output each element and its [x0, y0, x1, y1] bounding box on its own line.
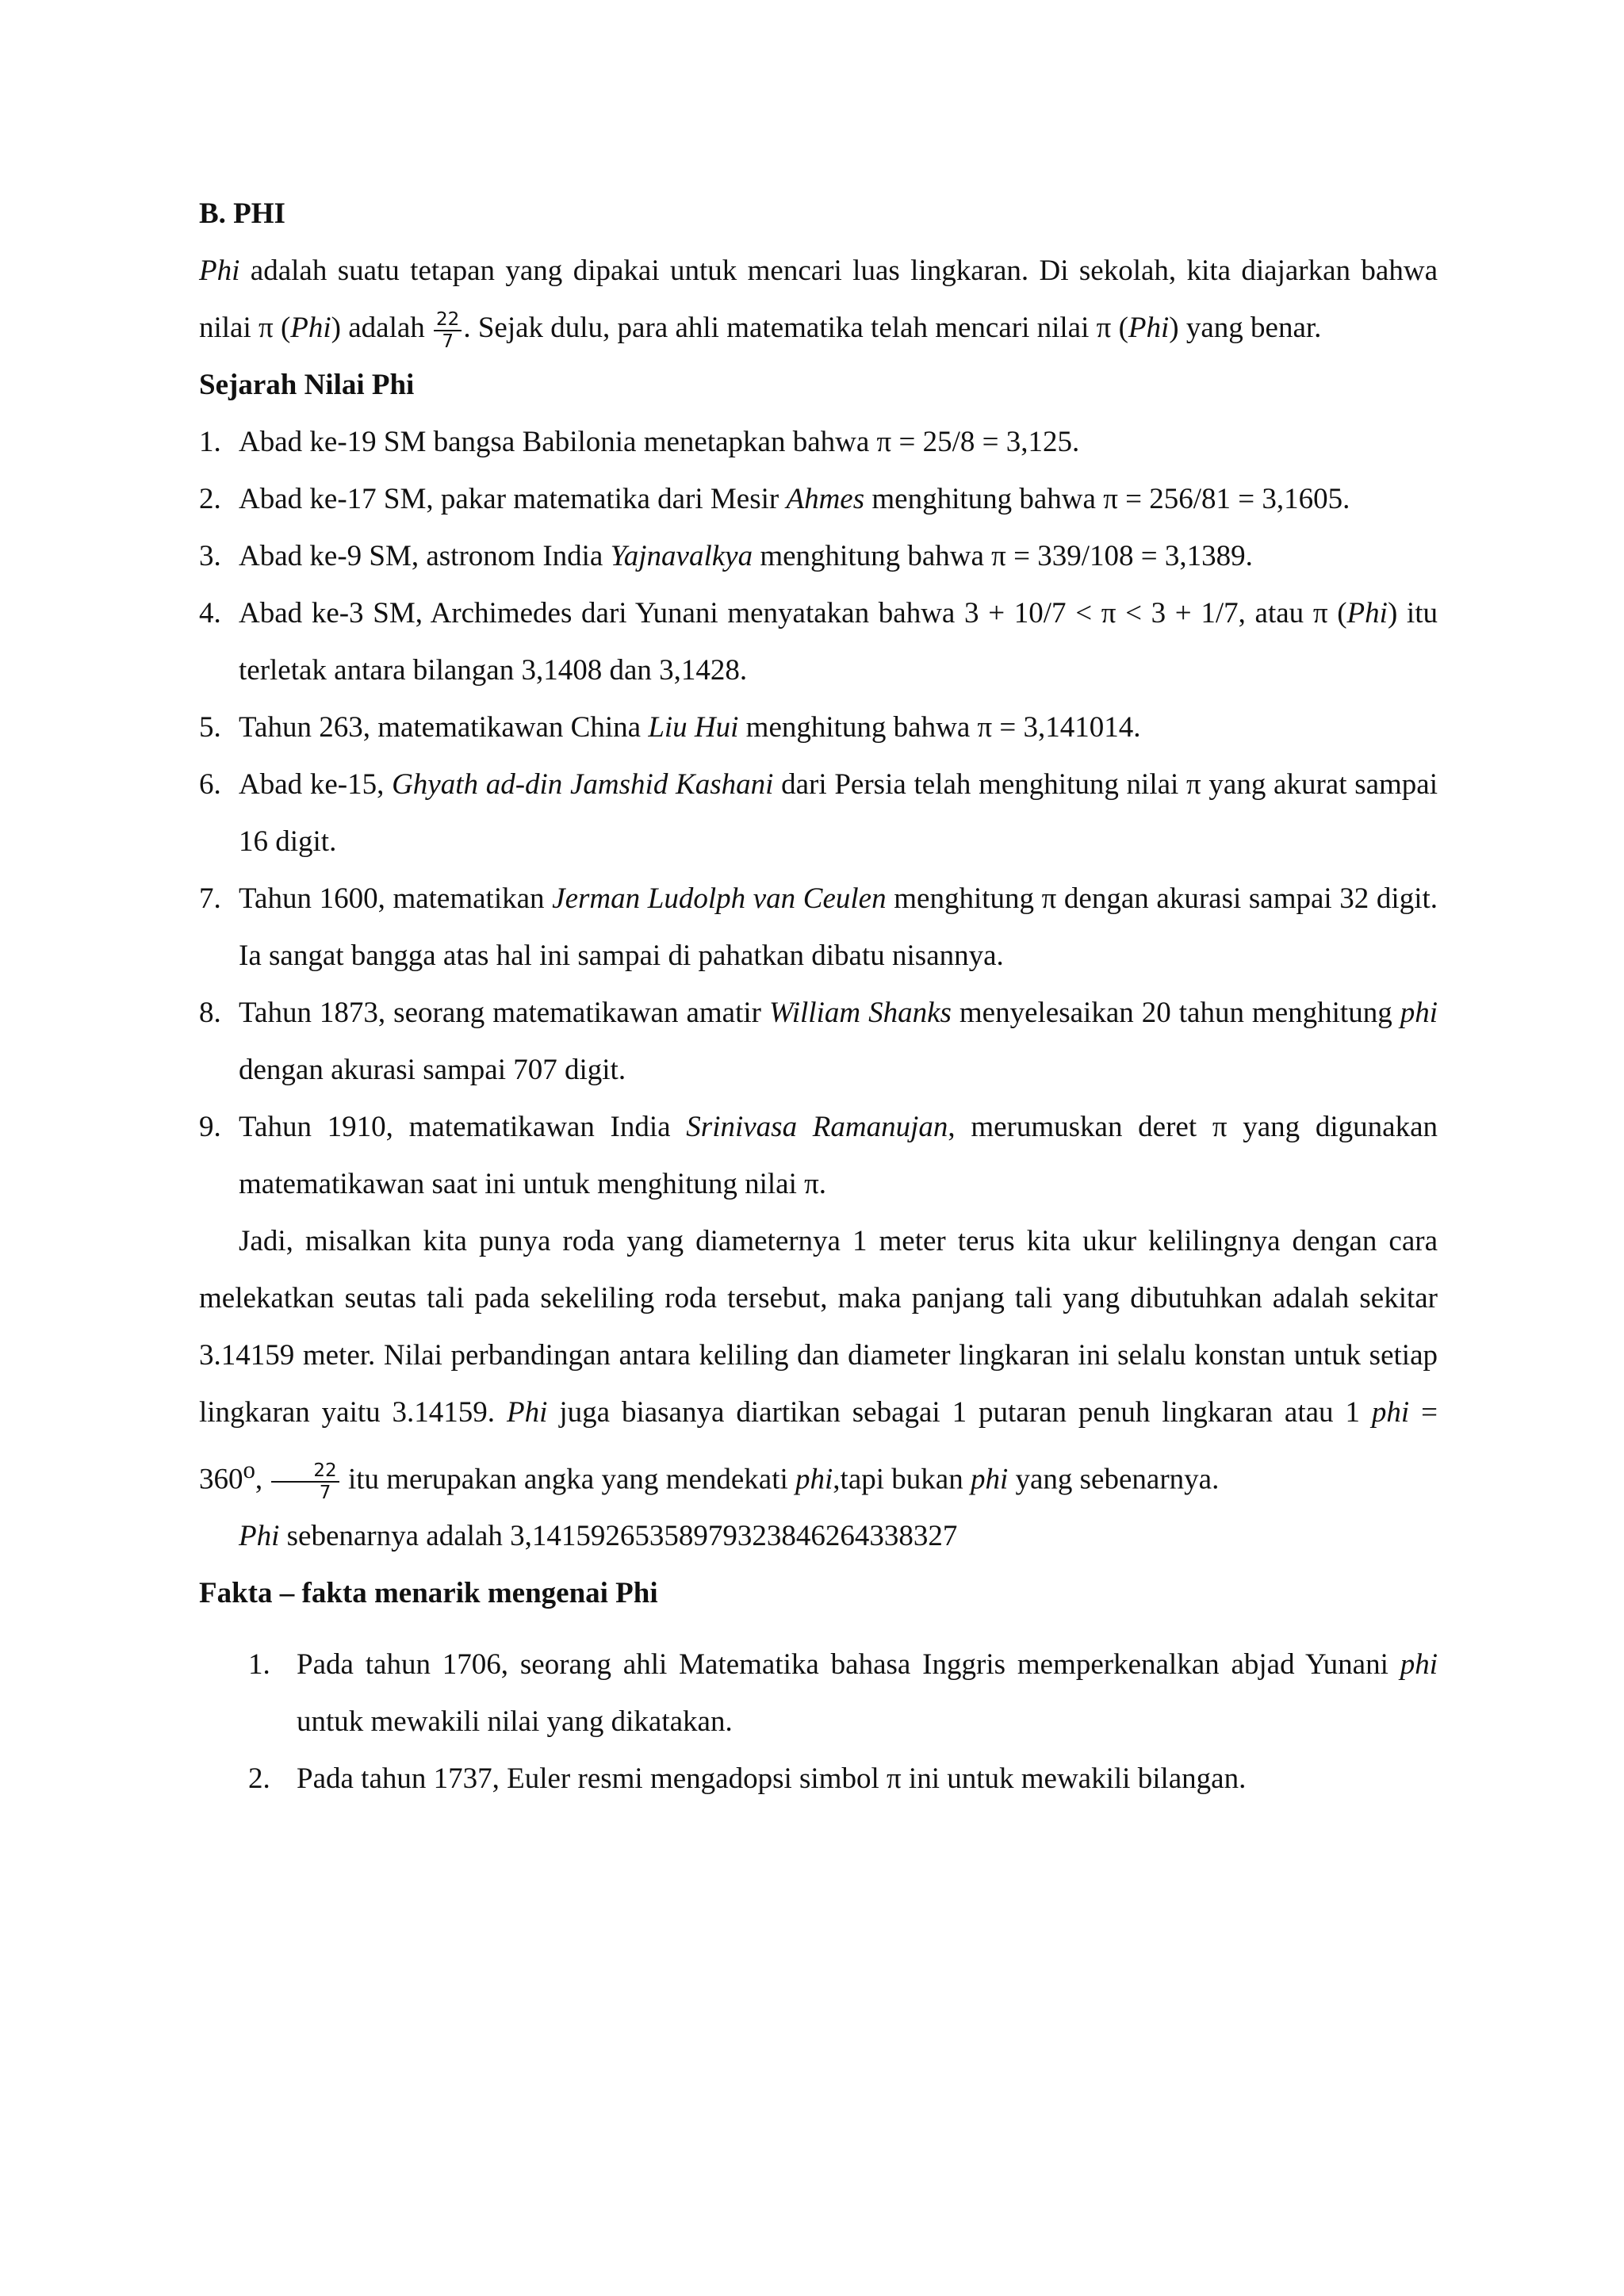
item-text: Tahun 263, matematikawan China — [239, 711, 649, 744]
intro-text: . Sejak dulu, para ahli matematika telah mencari nilai — [463, 312, 1097, 344]
item-text: ) itu terletak antara bilangan 3,1408 dan 3,1428. — [239, 597, 1438, 687]
fact-item — [199, 1751, 1438, 1808]
history-heading: Sejarah Nilai Phi — [199, 369, 415, 401]
phi-term: Phi — [507, 1396, 548, 1429]
phi-term: Phi — [199, 254, 240, 287]
intro-text: adalah suatu tetapan yang dipakai untuk mencari luas lingkaran. Di sekolah, kita diajarkan bahwa nilai — [199, 254, 1438, 344]
item-name: Liu Hui — [648, 711, 739, 744]
history-item — [199, 528, 1438, 585]
item-text: untuk mewakili nilai yang dikatakan. — [297, 1705, 733, 1739]
history-item — [199, 585, 1438, 699]
history-item — [199, 871, 1438, 985]
page-content — [199, 186, 1438, 1808]
section-heading: B. PHI — [199, 197, 285, 230]
facts-list — [199, 1636, 1438, 1808]
closing-text: = 360 — [199, 1396, 1438, 1496]
closing-text: ,tapi bukan — [833, 1463, 971, 1496]
item-text: Tahun 1910, matematikawan India — [239, 1111, 687, 1143]
item-number: 7. — [199, 882, 221, 915]
item-text: menyelesaikan 20 tahun menghitung — [951, 997, 1400, 1029]
pi-symbol: π — [1096, 312, 1112, 344]
fraction-denominator: 7 — [442, 331, 454, 352]
phi-term: phi — [970, 1463, 1009, 1496]
fraction-22-7 — [434, 309, 462, 352]
item-number: 8. — [199, 997, 221, 1029]
item-text: menghitung bahwa π = 256/81 = 3,1605. — [864, 483, 1350, 515]
closing-text: itu merupakan angka yang mendekati — [340, 1463, 796, 1496]
intro-paragraph — [199, 243, 1438, 357]
degree-mark: o — [243, 1456, 255, 1483]
phi-value-line — [199, 1508, 1438, 1565]
intro-text: ) yang benar. — [1169, 312, 1322, 344]
closing-paragraph — [199, 1213, 1438, 1508]
item-name: Jerman Ludolph van Ceulen — [552, 882, 887, 915]
history-item — [199, 1099, 1438, 1213]
item-text: Abad ke-19 SM bangsa Babilonia menetapkan bahwa π = 25/8 = 3,125. — [239, 426, 1080, 458]
closing-text: , — [255, 1463, 270, 1496]
item-text: Abad ke-3 SM, Archimedes dari Yunani menyatakan bahwa 3 + 10/7 < π < 3 + 1/7, atau π ( — [239, 597, 1347, 629]
closing-text: juga biasanya diartikan sebagai 1 putaran penuh lingkaran atau 1 — [547, 1396, 1372, 1429]
item-text: Pada tahun 1737, Euler resmi mengadopsi simbol π ini untuk mewakili bilangan. — [297, 1762, 1247, 1796]
intro-text: ( — [1111, 312, 1128, 344]
item-text: Tahun 1600, matematikan — [239, 882, 553, 915]
item-name: Ghyath ad-din Jamshid Kashani — [392, 768, 774, 801]
phi-term: phi — [1400, 997, 1438, 1029]
item-number: 4. — [199, 597, 221, 629]
fact-item — [199, 1636, 1438, 1751]
item-number: 1. — [248, 1648, 270, 1682]
fraction-22-7 — [271, 1460, 339, 1503]
item-text: menghitung bahwa π = 339/108 = 3,1389. — [753, 540, 1253, 572]
item-number: 5. — [199, 711, 221, 744]
item-text: menghitung π dengan akurasi sampai 32 digit. Ia sangat bangga atas hal ini sampai di pahatkan dibatu nisannya. — [239, 882, 1438, 972]
item-text: , merumuskan deret π yang digunakan matematikawan saat ini untuk menghitung nilai π. — [239, 1111, 1438, 1200]
intro-text: ( — [273, 312, 291, 344]
phi-value-text: sebenarnya adalah 3,14159265358979323846264338327 — [279, 1520, 958, 1553]
item-name: Ahmes — [786, 483, 865, 515]
history-item — [199, 414, 1438, 471]
item-number: 3. — [199, 540, 221, 572]
phi-term: Phi — [239, 1520, 280, 1553]
item-number: 2. — [199, 483, 221, 515]
item-text: Abad ke-9 SM, astronom India — [239, 540, 611, 572]
item-number: 1. — [199, 426, 221, 458]
intro-text: ) adalah — [331, 312, 433, 344]
item-text: Tahun 1873, seorang matematikawan amatir — [239, 997, 769, 1029]
item-text: Abad ke-17 SM, pakar matematika dari Mesir — [239, 483, 787, 515]
phi-term: phi — [795, 1463, 833, 1496]
phi-term: phi — [1400, 1648, 1438, 1682]
history-item — [199, 985, 1438, 1099]
history-item — [199, 756, 1438, 871]
fraction-numerator: 22 — [434, 309, 462, 331]
history-item — [199, 699, 1438, 756]
item-name: Phi — [1346, 597, 1388, 629]
item-name: William Shanks — [768, 997, 952, 1029]
item-text: dari Persia telah menghitung nilai π yang akurat sampai 16 digit. — [239, 768, 1438, 858]
item-name: Srinivasa Ramanujan — [686, 1111, 948, 1143]
fraction-numerator: 22 — [271, 1460, 339, 1483]
item-text: dengan akurasi sampai 707 digit. — [239, 1054, 626, 1086]
item-number: 9. — [199, 1111, 221, 1143]
closing-text: Jadi, misalkan kita punya roda yang diameternya 1 meter terus kita ukur kelilingnya dengan cara melekatkan seutas tali pada sekeliling roda tersebut, maka panjang tali yang dibutuhkan adalah sekitar 3.14159 meter. Nilai perbandingan antara keliling dan diameter lingkaran ini selalu konstan untuk setiap lingkaran yaitu 3.14159. — [199, 1225, 1438, 1429]
item-text: Pada tahun 1706, seorang ahli Matematika bahasa Inggris memperkenalkan abjad Yunani — [297, 1648, 1400, 1682]
item-text: menghitung bahwa π = 3,141014. — [738, 711, 1141, 744]
fraction-denominator: 7 — [319, 1482, 331, 1503]
facts-heading: Fakta – fakta menarik mengenai Phi — [199, 1577, 658, 1610]
closing-text: yang sebenarnya. — [1008, 1463, 1220, 1496]
pi-symbol: π — [259, 312, 274, 344]
item-number: 2. — [248, 1762, 270, 1796]
phi-term: Phi — [290, 312, 331, 344]
item-name: Yajnavalkya — [610, 540, 753, 572]
phi-term: phi — [1371, 1396, 1410, 1429]
history-list — [199, 414, 1438, 1213]
item-number: 6. — [199, 768, 221, 801]
phi-term: Phi — [1128, 312, 1170, 344]
history-item — [199, 471, 1438, 528]
item-text: Abad ke-15, — [239, 768, 393, 801]
